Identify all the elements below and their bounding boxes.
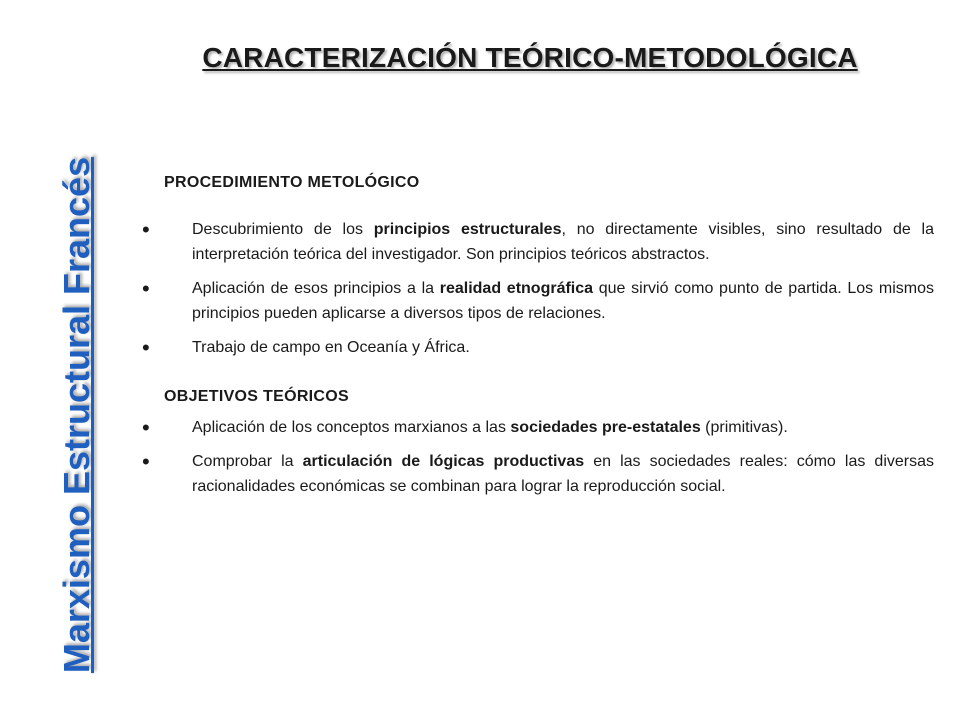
bullet-bold-text: sociedades pre-estatales [510,419,701,436]
bullet-text: que sirvió como punto de partida. Los mismos principios pueden aplicarse a diversos tipos de relaciones. [192,280,934,322]
bullet-text: (primitivas). [700,419,788,436]
bullet-icon: • [142,449,150,474]
list-item [142,217,935,267]
slide-title: CARACTERIZACIÓN TEÓRICO-METODOLÓGICA [202,42,858,73]
bullet-icon: • [142,335,150,360]
bullet-icon: • [142,276,150,301]
bullet-icon: • [142,217,150,242]
procedimiento-list [142,217,935,360]
list-item [142,276,934,326]
bullet-text: Aplicación de los conceptos marxianos a las [192,419,511,436]
bullet-bold-text: realidad etnográfica [439,280,594,297]
bullet-bold-text: articulación de lógicas productivas [302,453,585,470]
list-item [142,449,934,499]
bullet-icon: • [142,415,150,440]
list-item [142,335,934,360]
bullet-text: Comprobar la [192,453,303,470]
bullet-text: en las sociedades reales: cómo las diversas racionalidades económicas se combinan para lograr la reproducción social. [192,453,934,495]
list-item [142,415,934,440]
section-heading-objetivos: OBJETIVOS TEÓRICOS [164,388,349,405]
bullet-text: Trabajo de campo en Oceanía y África. [192,339,470,356]
bullet-text: Aplicación de esos principios a la [192,280,440,297]
objetivos-list [142,415,934,499]
slide-content [142,170,935,508]
bullet-text: , no directamente visibles, sino resultado de la interpretación teórica del investigador. Son principios teóricos abstractos. [192,221,935,263]
section-heading-procedimiento: PROCEDIMIENTO METOLÓGICO [164,174,420,191]
side-title: Marxismo Estructural Francés [56,156,97,674]
bullet-text: Descubrimiento de los [192,221,374,238]
bullet-bold-text: principios estructurales [373,221,562,238]
